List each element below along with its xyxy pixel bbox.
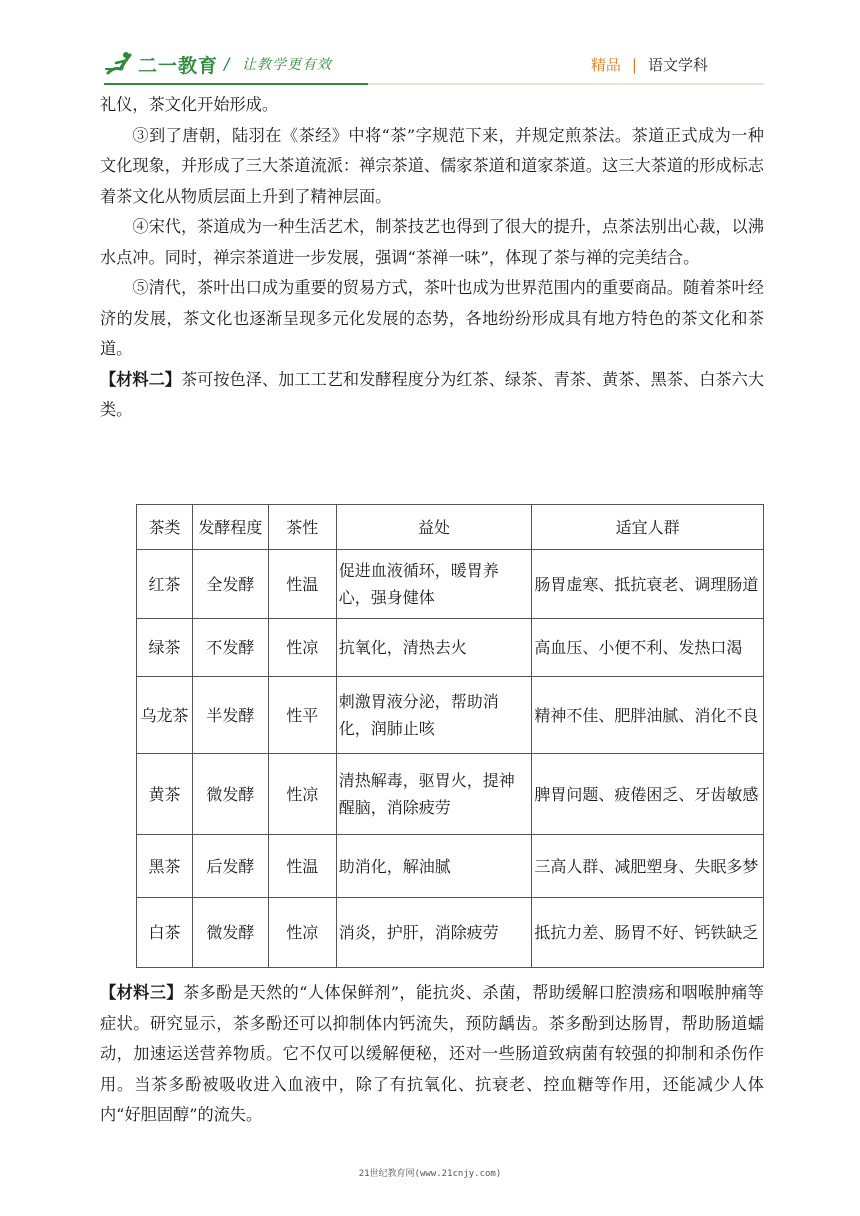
tea-nature: 性平: [268, 677, 336, 754]
fermentation: 半发酵: [192, 677, 268, 754]
header-slash: /: [224, 54, 230, 73]
header-divider: |: [631, 55, 637, 74]
material-2: [100, 365, 764, 426]
tea-type: 红茶: [137, 550, 193, 619]
slogan: 让教学更有效: [242, 57, 332, 73]
fermentation: 不发酵: [192, 619, 268, 677]
tea-nature: 性温: [268, 550, 336, 619]
header-right: [591, 54, 708, 75]
fermentation: 微发酵: [192, 754, 268, 835]
tea-type: 黄茶: [137, 754, 193, 835]
material-2-label: 【材料二】: [100, 369, 181, 389]
tea-type: 绿茶: [137, 619, 193, 677]
table-header: 茶类: [137, 505, 193, 550]
tea-type: 白茶: [137, 898, 193, 968]
material-3-text: 茶多酚是天然的“人体保鲜剂”，能抗炎、杀菌，帮助缓解口腔溃疡和咽喉肿痛等症状。研究显示，茶多酚还可以抑制体内钙流失，预防龋齿。茶多酚到达肠胃，帮助肠道蠕动，加速运送营养物质。它不仅可以缓解便秘，还对一些肠道致病菌有较强的抑制和杀伤作用。当茶多酚被吸收进入血液中，除了有抗氧化、抗衰老、控血糖等作用，还能减少人体内“好胆固醇”的流失。: [100, 983, 764, 1124]
table-row: [137, 619, 764, 677]
tea-nature: 性凉: [268, 898, 336, 968]
tea-nature: 性凉: [268, 619, 336, 677]
material-2-text: 茶可按色泽、加工工艺和发酵程度分为红茶、绿茶、青茶、黄茶、黑茶、白茶六大类。: [100, 369, 765, 419]
table-row: [137, 677, 764, 754]
material-3-label: 【材料三】: [100, 983, 183, 1002]
benefits: 消炎，护肝，消除疲劳: [336, 898, 532, 968]
paragraph-continued: 礼仪，茶文化开始形成。: [100, 95, 279, 114]
suitable-people: 精神不佳、肥胖油腻、消化不良: [532, 677, 764, 754]
brand-logo[interactable]: [104, 48, 218, 80]
benefits: 助消化，解油腻: [336, 835, 532, 898]
tea-type: 乌龙茶: [137, 677, 193, 754]
benefits: 清热解毒，驱胃火，提神醒脑，消除疲劳: [336, 754, 532, 835]
running-person-icon: [104, 49, 134, 79]
tea-nature: 性凉: [268, 754, 336, 835]
fermentation: 后发酵: [192, 835, 268, 898]
tea-type: 黑茶: [137, 835, 193, 898]
table-header: 发酵程度: [192, 505, 268, 550]
benefits: 抗氧化，清热去火: [336, 619, 532, 677]
page-header: [0, 0, 860, 88]
suitable-people: 抵抗力差、肠胃不好、钙铁缺乏: [532, 898, 764, 968]
tea-table: [136, 504, 764, 968]
suitable-people: 高血压、小便不利、发热口渴: [532, 619, 764, 677]
suitable-people: 肠胃虚寒、抵抗衰老、调理肠道: [532, 550, 764, 619]
benefits: 促进血液循环，暖胃养心，强身健体: [336, 550, 532, 619]
table-header: 益处: [336, 505, 532, 550]
material-3-block: [100, 978, 764, 1131]
fermentation: 微发酵: [192, 898, 268, 968]
header-rule: [104, 83, 764, 85]
paragraph-5: ⑤清代，茶叶出口成为重要的贸易方式，茶叶也成为世界范围内的重要商品。随着茶叶经济的发展，茶文化也逐渐呈现多元化发展的态势，各地纷纷形成具有地方特色的茶文化和茶道。: [100, 278, 764, 358]
page-footer: 21世纪教育网(www.21cnjy.com): [358, 1169, 502, 1179]
table-row: [137, 898, 764, 968]
table-row: [137, 754, 764, 835]
tea-nature: 性温: [268, 835, 336, 898]
fermentation: 全发酵: [192, 550, 268, 619]
table-row: [137, 835, 764, 898]
table-header: 适宜人群: [532, 505, 764, 550]
logo-text: 二一教育: [138, 54, 219, 77]
table-header-row: [137, 505, 764, 550]
quality-label: 精品: [590, 56, 621, 74]
table-row: [137, 550, 764, 619]
table-header: 茶性: [268, 505, 336, 550]
suitable-people: 三高人群、减肥塑身、失眠多梦: [532, 835, 764, 898]
document-body: [100, 90, 764, 426]
suitable-people: 脾胃问题、疲倦困乏、牙齿敏感: [532, 754, 764, 835]
paragraph-3: ③到了唐朝，陆羽在《茶经》中将“茶”字规范下来，并规定煎茶法。茶道正式成为一种文化现象，并形成了三大茶道流派：禅宗茶道、儒家茶道和道家茶道。这三大茶道的形成标志着茶文化从物质层面上升到了精神层面。: [100, 125, 764, 206]
material-3: [100, 978, 764, 1131]
subject-label: 语文学科: [647, 56, 708, 74]
paragraph-4: ④宋代，茶道成为一种生活艺术，制茶技艺也得到了很大的提升，点茶法别出心裁，以沸水点冲。同时，禅宗茶道进一步发展，强调“茶禅一味”，体现了茶与禅的完美结合。: [100, 217, 764, 267]
benefits: 刺激胃液分泌，帮助消化，润肺止咳: [336, 677, 532, 754]
